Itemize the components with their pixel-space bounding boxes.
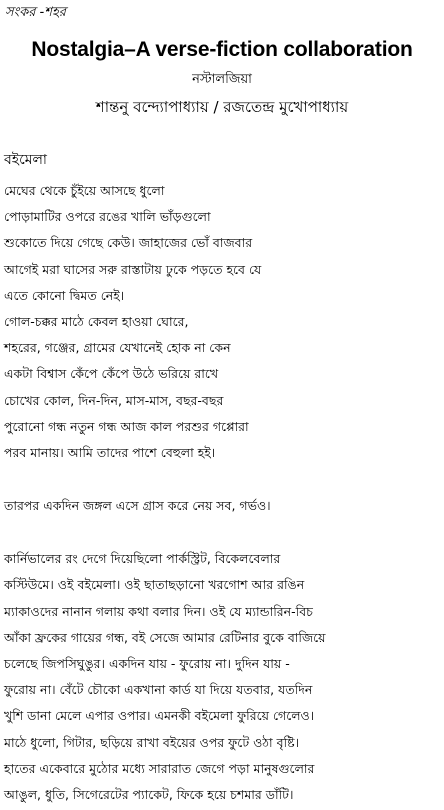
- stanza-1: [4, 180, 440, 468]
- poem-line: খুশি ডানা মেলে এপার ওপার। এমনকী বইমেলা ফুরিয়ে গেলেও।: [4, 708, 315, 724]
- stanza-2: [4, 495, 440, 521]
- stanza-gap: [4, 521, 440, 548]
- poem-line: মাঠে ধুলো, গিটার, ছড়িয়ে রাখা বইয়ের ওপর ফুটে ওঠা বৃষ্টি।: [4, 734, 300, 750]
- poem-line: কস্টিউমে। ওই বইমেলা। ওই ছাতাছড়ানো খরগোশ আর রঙিন: [4, 577, 305, 593]
- poem-line: গোল-চক্কর মাঠে কেবল হাওয়া ঘোরে,: [4, 313, 189, 329]
- poem-line: মেঘের থেকে চুঁইয়ে আসছে ধুলো: [4, 183, 165, 198]
- poem-line: চলেছে জিপসিঘুঙুর। একদিন যায় - ফুরোয় না। দুদিন যায় -: [4, 656, 290, 671]
- poem-line: চোখের কোল, দিন-দিন, মাস-মাস, বছর-বছর: [4, 392, 224, 408]
- section-title: বইমেলা: [4, 152, 47, 168]
- poem-line: এতে কোনো দ্বিমত নেই।: [4, 287, 125, 303]
- poem-line: হাতের একেবারে মুঠোর মধ্যে সারারাত জেগে পড়া মানুষগুলোর: [4, 760, 315, 776]
- poem-line: ম্যাকাওদের নানান গলায় কথা বলার দিন। ওই যে ম্যান্ডারিন-বিচ: [4, 603, 313, 619]
- poem-line: তারপর একদিন জঙ্গল এসে গ্রাস করে নেয় সব, গর্ভও।: [4, 498, 271, 514]
- poem-line: পোড়ামাটির ওপরে রঙের খালি ভাঁড়গুলো: [4, 209, 211, 225]
- poem-line: একটা বিশ্বাস কেঁপে কেঁপে উঠে ভরিয়ে রাখে: [4, 366, 219, 382]
- poem-line: আঙুল, ধুতি, সিগেরেটের প্যাকেট, ফিকে হয়ে চশমার ডাঁটি।: [4, 786, 294, 802]
- poem-line: কার্নিভালের রং দেগে দিয়েছিলো পার্কস্ট্রিট, বিকেলবেলার: [4, 551, 281, 567]
- poem-body: [4, 180, 440, 810]
- stanza-gap: [4, 468, 440, 495]
- poem-line: পরব মানায়। আমি তাদের পাশে বেহুলা হই।: [4, 444, 216, 460]
- subtitle: নস্টালজিয়া: [192, 72, 252, 87]
- poem-line: আগেই মরা ঘাসের সরু রাস্তাটায় ঢুকে পড়তে হবে যে: [4, 261, 262, 277]
- page-title: Nostalgia–A verse-fiction collaboration: [31, 38, 413, 61]
- stanza-3: [4, 548, 440, 810]
- masthead: সংকর -শহর: [5, 5, 66, 20]
- authors-line: শান্তনু বন্দ্যোপাধ্যায় / রজতেন্দ্র মুখোপাধ্যায়: [95, 98, 349, 116]
- poem-line: আঁকা ফ্রকের গায়ের গন্ধ, বই সেজে আমার রেটিনার বুকে বাজিয়ে: [4, 629, 326, 645]
- poem-line: পুরোনো গন্ধ নতুন গন্ধ আজ কাল পরশুর গপ্পোরা: [4, 418, 249, 434]
- poem-line: শহরের, গঞ্জের, গ্রামের যেখানেই হোক না কেন: [4, 340, 231, 356]
- poem-line: শুকোতে দিয়ে গেছে কেউ। জাহাজের ভোঁ বাজবার: [4, 235, 253, 251]
- poem-line: ফুরোয় না। বেঁটে চৌকো একখানা কার্ড যা দিয়ে যতবার, যতদিন: [4, 682, 313, 698]
